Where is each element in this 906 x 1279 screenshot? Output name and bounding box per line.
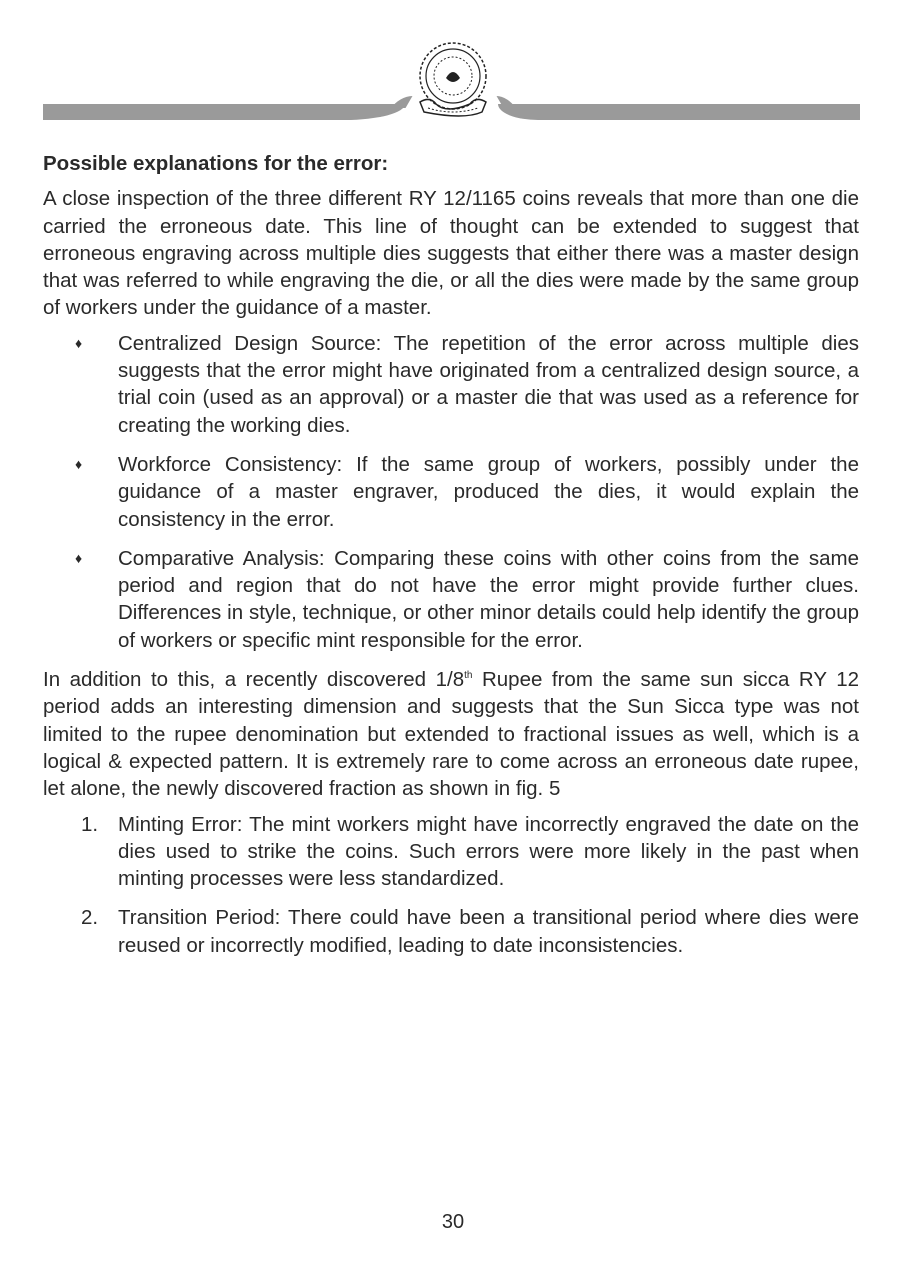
intro-paragraph: A close inspection of the three different RY 12/1165 coins reveals that more than one die carried the erroneous date. This line of thought can be extended to suggest that erroneous engraving across multiple dies suggests that either there was a master design that was referred to while engraving the die, or all the dies were made by the same group of workers under the guidance of a master. (43, 187, 859, 320)
numbered-text: Minting Error: The mint workers might have incorrectly engraved the date on the dies used to strike the coins. Such errors were more likely in the past when minting processes were less standardized. (118, 812, 859, 891)
addition-text-start: In addition to this, a recently discovered 1/8 (43, 668, 465, 692)
header-rule-left (43, 104, 405, 120)
diamond-bullet-icon: ♦ (75, 455, 83, 472)
bullet-list (43, 330, 859, 654)
numbered-text: Transition Period: There could have been a transitional period where dies were reused or incorrectly modified, leading to date inconsistencies. (118, 906, 859, 957)
item-number: 2. (81, 906, 99, 930)
page-content (43, 150, 859, 971)
bullet-text: Workforce Consistency: If the same group of workers, possibly under the guidance of a master engraver, produced the dies, it would explain the consistency in the error. (118, 452, 859, 531)
bullet-text: Centralized Design Source: The repetition of the error across multiple dies suggests that the error might have originated from a centralized design source, a trial coin (used as an approval) or a master die that was used as a reference for creating the working dies. (118, 331, 859, 437)
bullet-item (43, 451, 859, 533)
diamond-bullet-icon: ♦ (75, 334, 83, 351)
page-number: 30 (441, 1211, 465, 1233)
page-header (0, 0, 906, 135)
section-heading: Possible explanations for the error: (43, 152, 389, 175)
numbered-item (43, 811, 859, 893)
addition-text-end: Rupee from the same sun sicca RY 12 period adds an interesting dimension and suggests that the Sun Sicca type was not limited to the rupee denomination but extended to fractional issues as well, which is a logical & expected pattern. It is extremely rare to come across an erroneous date rupee, let alone, the newly discovered fraction as shown in fig. 5 (43, 668, 859, 801)
bullet-item (43, 545, 859, 654)
ordinal-superscript: th (464, 670, 473, 682)
numbered-item (43, 904, 859, 959)
bullet-item (43, 330, 859, 439)
seal-emblem-icon (410, 38, 496, 124)
bullet-text: Comparative Analysis: Comparing these coins with other coins from the same period and region that do not have the error might provide further clues. Differences in style, technique, or other minor details could help identify the group of workers or specific mint responsible for the error. (118, 546, 859, 652)
header-rule-right (498, 104, 860, 120)
addition-paragraph (43, 666, 859, 802)
item-number: 1. (81, 812, 99, 836)
diamond-bullet-icon: ♦ (75, 549, 83, 566)
numbered-list (43, 811, 859, 959)
